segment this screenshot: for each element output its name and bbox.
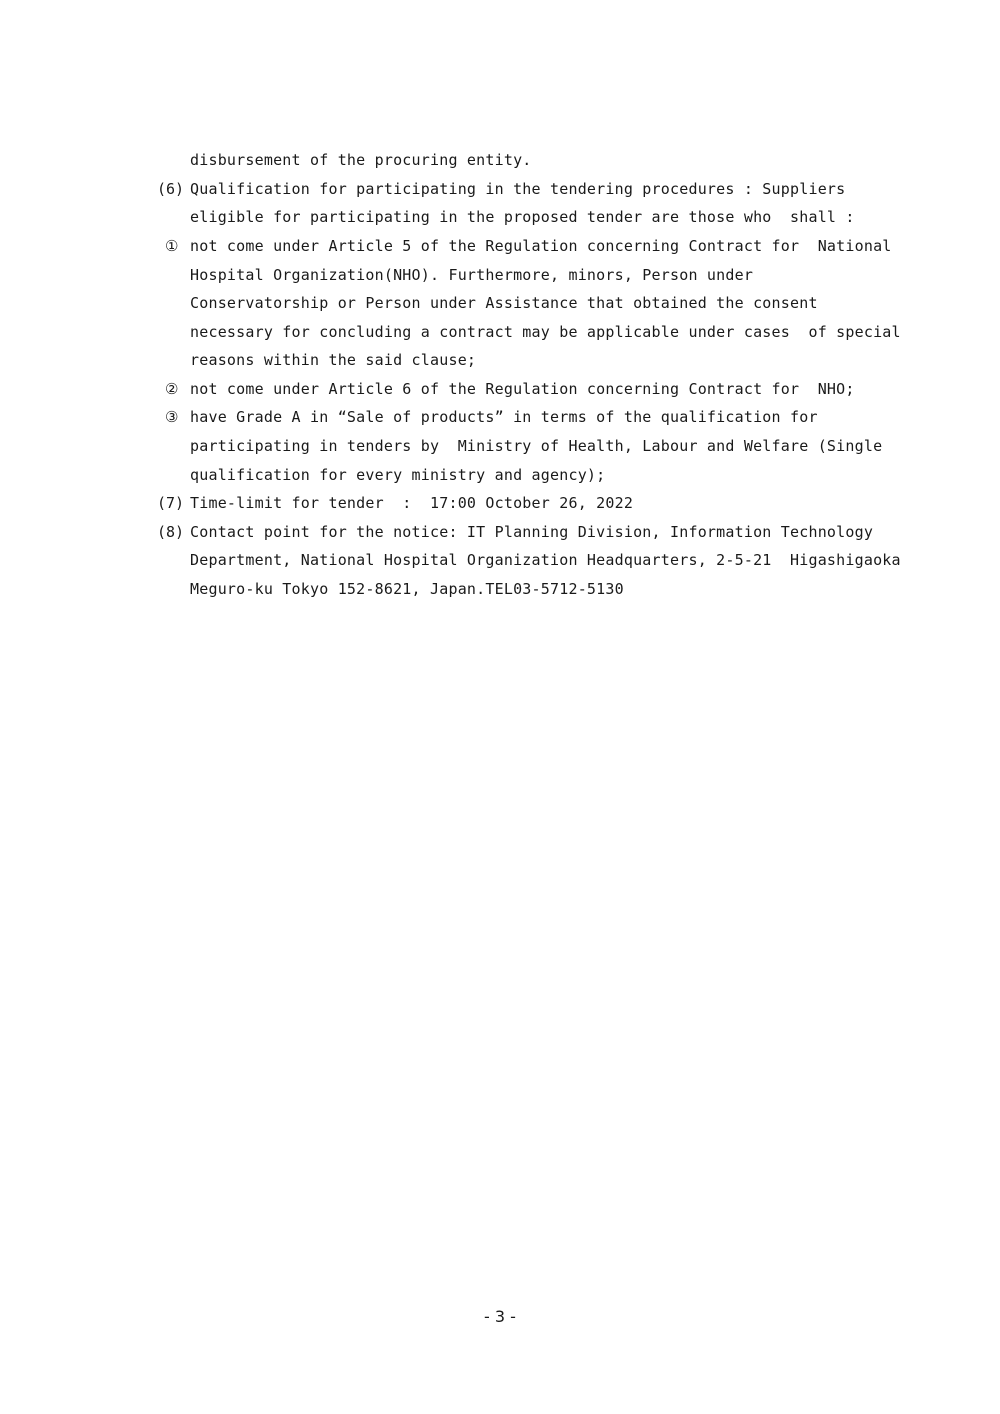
sub-item-2-number: ②	[165, 380, 179, 398]
item-7-number: (7)	[157, 494, 185, 512]
item-8-line-3: Meguro-ku Tokyo 152-8621, Japan.TEL03-5712-5130	[190, 580, 624, 598]
item-6-number: (6)	[157, 180, 185, 198]
item-8-line-1: Contact point for the notice: IT Planning Division, Information Technology	[190, 523, 874, 541]
sub-item-3-line-1: have Grade A in “Sale of products” in terms of the qualification for	[190, 408, 818, 426]
item-6-line-2: eligible for participating in the proposed tender are those who shall :	[190, 208, 855, 226]
item-8-number: (8)	[157, 523, 185, 541]
item-8-line-2: Department, National Hospital Organization Headquarters, 2-5-21 Higashigaoka	[190, 551, 901, 569]
sub-item-1-line-5: reasons within the said clause;	[190, 351, 477, 369]
page-number: - 3 -	[484, 1307, 516, 1326]
sub-item-1-line-4: necessary for concluding a contract may be applicable under cases of special	[190, 323, 901, 341]
item-6-line-1: Qualification for participating in the tendering procedures : Suppliers	[190, 180, 846, 198]
sub-item-1-number: ①	[165, 237, 179, 255]
sub-item-1-line-3: Conservatorship or Person under Assistance that obtained the consent	[190, 294, 818, 312]
sub-item-1-line-1: not come under Article 5 of the Regulation concerning Contract for National	[190, 237, 892, 255]
sub-item-2-line-1: not come under Article 6 of the Regulation concerning Contract for NHO;	[190, 380, 855, 398]
sub-item-3-line-3: qualification for every ministry and agency);	[190, 466, 606, 484]
sub-item-3-number: ③	[165, 408, 179, 426]
continuation-line: disbursement of the procuring entity.	[190, 151, 532, 169]
item-7-line-1: Time-limit for tender : 17:00 October 26, 2022	[190, 494, 634, 512]
sub-item-3-line-2: participating in tenders by Ministry of Health, Labour and Welfare (Single	[190, 437, 883, 455]
sub-item-1-line-2: Hospital Organization(NHO). Furthermore, minors, Person under	[190, 266, 754, 284]
